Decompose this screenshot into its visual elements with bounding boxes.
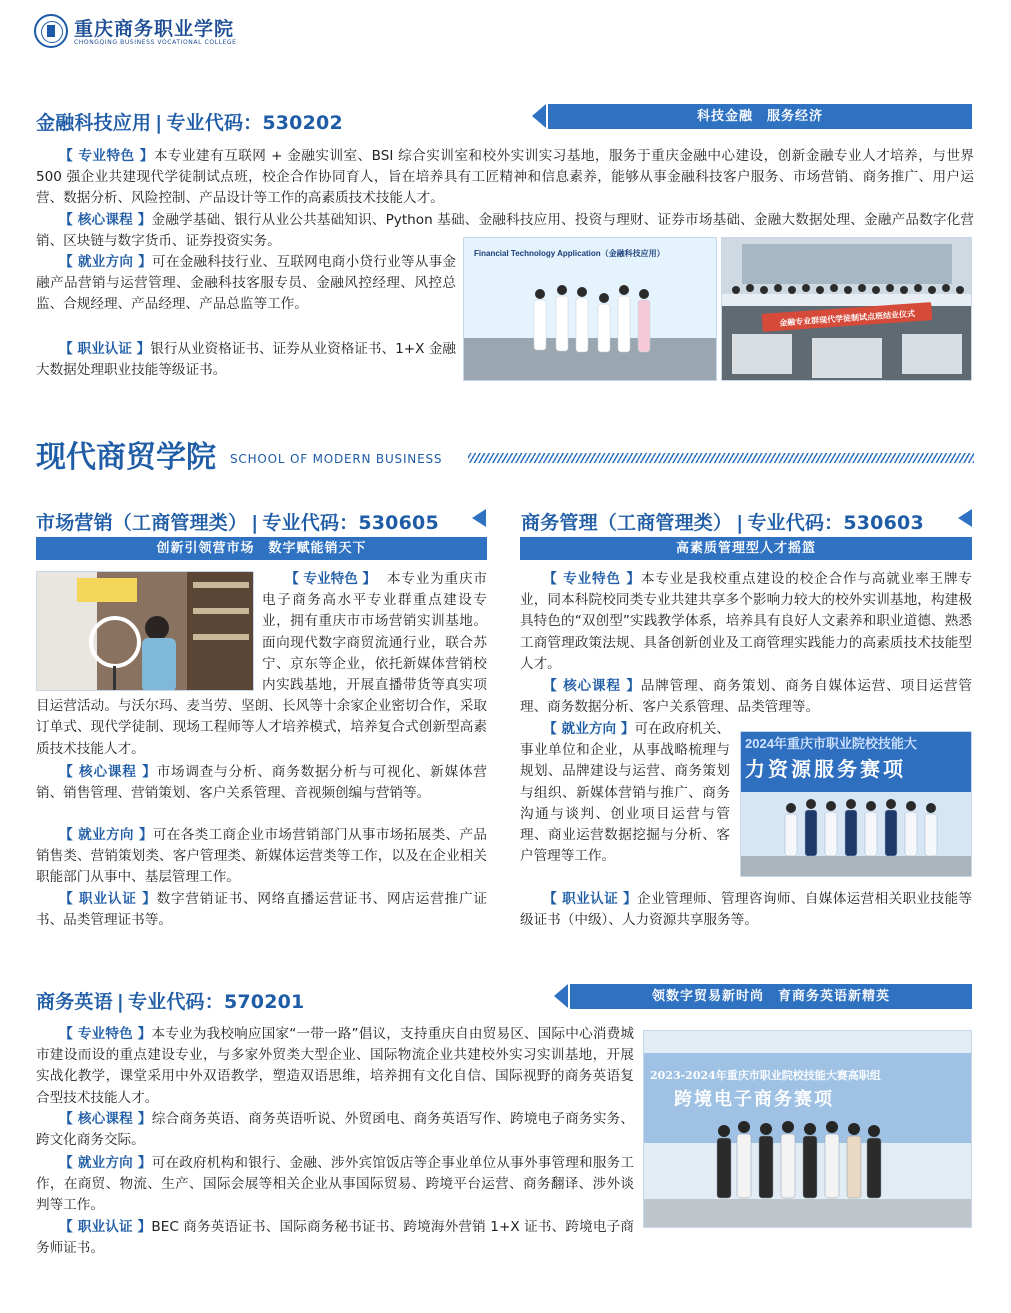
courses-label: 【 核心课程 】 (59, 1111, 152, 1127)
career-label: 【 就业方向 】 (59, 827, 153, 843)
marketing-feature-body (36, 569, 487, 760)
fintech-ceremony-scene (722, 238, 972, 381)
fintech-feature (36, 146, 974, 210)
bizmgmt-name: 商务管理（工商管理类） (521, 512, 733, 534)
feature-label: 【 专业特色 】 (543, 571, 641, 587)
fintech-photo-scene (464, 238, 717, 381)
marketing-slogan-bar: 创新引领营市场 数字赋能销天下 (36, 537, 487, 560)
bizmgmt-cert-text: 企业管理师、管理咨询师、自媒体运营相关职业技能等级证书（中级）、人力资源共享服务等。 (520, 891, 973, 929)
marketing-photo-float (36, 569, 262, 696)
english-photo-contest (643, 1030, 972, 1228)
marketing-code: 专业代码：530605 (262, 512, 439, 534)
bizmgmt-contest-scene (741, 732, 972, 877)
marketing-career-text: 可在各类工商企业市场营销部门从事市场拓展类、产品销售类、营销策划类、客户管理类、新媒体运营类等工作，以及在企业相关职能部门从事中、基层管理工作。 (36, 827, 487, 886)
bizmgmt-career (520, 719, 730, 867)
fintech-feature-text: 本专业建有互联网 + 金融实训室、BSI 综合实训室和校外实训实习基地，服务于重庆金融中心建设，创新金融专业人才培养，与世界 500 强企业共建现代学徒制试点班，校企合作协同育人，旨在培养具有工匠精神和信息素养，能够从事金融科技客户服务、市场营销、商务推广、用户运营、数据分析、风险控制、产品设计等工作的高素质技术技能人才。 (36, 148, 975, 207)
english-code: 专业代码：570201 (127, 991, 305, 1013)
fintech-slogan-banner (548, 104, 972, 129)
bizmgmt-career-text: 可在政府机关、事业单位和企业，从事战略梳理与规划、品牌建设与运营、商务策划与组织、新媒体营销与推广、商务沟通与谈判、创业项目运营与管理、商业运营数据挖掘与分析、客户管理等工作。 (520, 721, 731, 865)
college-title: 现代商贸学院 (36, 440, 216, 475)
fintech-cert-text: 银行从业资格证书、证券从业资格证书、1+X 金融大数据处理职业技能等级证书。 (36, 341, 457, 379)
bizmgmt-photo-banner1: 2024年重庆市职业院校技能大 (745, 736, 917, 751)
english-courses (36, 1109, 634, 1151)
feature-label: 【 专业特色 】 (59, 148, 154, 164)
courses-label: 【 核心课程 】 (59, 764, 157, 780)
english-photo-banner2: 跨境电子商务赛项 (674, 1089, 834, 1110)
fintech-photo-heading: Financial Technology Application（金融科技应用） (474, 249, 665, 258)
banner-arrow-icon (532, 104, 546, 128)
marketing-title: 市场营销（工商管理类） | 专业代码：530605 (36, 512, 439, 534)
school-seal-icon (34, 14, 68, 48)
english-contest-scene (644, 1031, 972, 1228)
english-name: 商务英语 (36, 991, 113, 1013)
english-title: 商务英语 | 专业代码：570201 (36, 991, 305, 1013)
english-cert-text: BEC 商务英语证书、国际商务秘书证书、跨境海外营销 1+X 证书、跨境电子商务师证书。 (36, 1219, 634, 1257)
english-cert (36, 1217, 634, 1259)
feature-label: 【 专业特色 】 (59, 1026, 152, 1042)
cert-label: 【 职业认证 】 (59, 341, 151, 357)
school-logo (34, 14, 237, 50)
fintech-career-text: 可在金融科技行业、互联网电商小贷行业等从事金融产品营销与运营管理、金融科技客服专员、金融风控经理、风控总监、合规经理、产品经理、产品总监等工作。 (36, 254, 456, 313)
marketing-name: 市场营销（工商管理类） (36, 512, 248, 534)
career-label: 【 就业方向 】 (543, 721, 635, 737)
bizmgmt-photo-contest (740, 731, 972, 877)
english-slogan: 领数字贸易新时尚 育商务英语新精英 (651, 989, 890, 1004)
fintech-photo-students (463, 237, 717, 381)
marketing-feature-text: 本专业为重庆市电子商务高水平专业群重点建设专业，拥有重庆市市场营销实训基地。面向现代数字商贸流通行业，联合苏宁、京东等企业，依托新媒体营销校内实践基地，开展直播带货等真实项目运营活动。与沃尔玛、麦当劳、坚朗、长风等十余家企业密切合作，采取订单式、现代学徒制、现场工程师等人才培养模式，培养复合式创新型高素质技术技能人才。 (36, 571, 487, 757)
school-name-cn: 重庆商务职业学院 (74, 18, 235, 40)
fintech-code: 专业代码：530202 (166, 112, 343, 134)
fintech-slogan: 科技金融 服务经济 (696, 109, 823, 124)
school-name-en: CHONGQING BUSINESS VOCATIONAL COLLEGE (74, 39, 237, 46)
bizmgmt-feature-text: 本专业是我校重点建设的校企合作与高就业率王牌专业，同本科院校同类专业共建共享多个影响力较大的校外实训基地，构建极具特色的“双创型”实践教学体系，培养具有良好人文素养和职业道德、熟悉工商管理政策法规、具备创新创业及工商管理实践能力的高素质技术技能型人才。 (520, 571, 972, 672)
fintech-title: 金融科技应用 | 专业代码：530202 (36, 112, 343, 134)
marketing-courses-text: 市场调查与分析、商务数据分析与可视化、新媒体营销、销售管理、营销策划、客户关系管理、音视频创编与营销等。 (36, 764, 487, 802)
bizmgmt-code: 专业代码：530603 (747, 512, 924, 534)
english-career-text: 可在政府机构和银行、金融、涉外宾馆饭店等企事业单位从事外事管理和服务工作，在商贸、物流、生产、国际会展等相关企业从事国际贸易、跨境平台运营、商务翻译、涉外谈判等工作。 (36, 1155, 635, 1214)
fintech-cert (36, 339, 456, 381)
english-courses-text: 综合商务英语、商务英语听说、外贸函电、商务英语写作、跨境电子商务实务、跨文化商务交际。 (36, 1111, 635, 1149)
cert-label: 【 职业认证 】 (59, 891, 157, 907)
fintech-career (36, 252, 456, 316)
bizmgmt-courses-text: 品牌管理、商务策划、商务自媒体运营、项目运营管理、商务数据分析、客户关系管理、品类管理等。 (520, 678, 972, 716)
marketing-cert-text: 数字营销证书、网络直播运营证书、网店运营推广证书、品类管理证书等。 (36, 891, 487, 929)
career-label: 【 就业方向 】 (59, 254, 153, 270)
bizmgmt-arrow-icon (958, 509, 972, 527)
cert-label: 【 职业认证 】 (543, 891, 638, 907)
english-feature-text: 本专业为我校响应国家“一带一路”倡议，支持重庆自由贸易区、国际中心消费城市建设而设的重点建设专业，与多家外贸类大型企业、国际物流企业共建校外实习实训基地，开展实战化教学，课堂采用中外双语教学，塑造双语思维，培养拥有文化自信、国际视野的商务英语复合型技术技能人才。 (36, 1026, 634, 1106)
section-divider-hatch (468, 453, 974, 463)
bizmgmt-courses (520, 676, 972, 718)
marketing-cert (36, 889, 487, 931)
fintech-ceremony-banner: 金融专业群现代学徒制试点班结业仪式 (778, 309, 916, 328)
career-label: 【 就业方向 】 (59, 1155, 152, 1171)
marketing-career (36, 825, 487, 889)
fintech-courses-text: 金融学基础、银行从业公共基础知识、Python 基础、金融科技应用、投资与理财、证券市场基础、金融大数据处理、金融产品数字化营销、区块链与数字货币、证券投资实务。 (36, 212, 975, 250)
bizmgmt-feature (520, 569, 972, 675)
bizmgmt-photo-banner2: 力资源服务赛项 (745, 759, 906, 781)
fintech-photo-ceremony (721, 237, 972, 381)
fintech-name: 金融科技应用 (36, 112, 152, 134)
cert-label: 【 职业认证 】 (59, 1219, 152, 1235)
english-feature (36, 1024, 634, 1109)
english-slogan-banner (570, 984, 972, 1009)
marketing-arrow-icon (472, 509, 486, 527)
marketing-courses (36, 762, 487, 804)
bizmgmt-slogan-bar: 高素质管理型人才摇篮 (520, 537, 972, 560)
courses-label: 【 核心课程 】 (59, 212, 152, 228)
banner-arrow-icon (554, 984, 568, 1008)
feature-label: 【 专业特色 】 (285, 571, 377, 587)
bizmgmt-title: 商务管理（工商管理类） | 专业代码：530603 (521, 512, 924, 534)
english-career (36, 1153, 634, 1217)
english-photo-banner1: 2023-2024年重庆市职业院校技能大赛高职组 (650, 1069, 881, 1082)
courses-label: 【 核心课程 】 (543, 678, 641, 694)
bizmgmt-cert (520, 889, 972, 931)
college-title-en: SCHOOL OF MODERN BUSINESS (230, 452, 443, 466)
